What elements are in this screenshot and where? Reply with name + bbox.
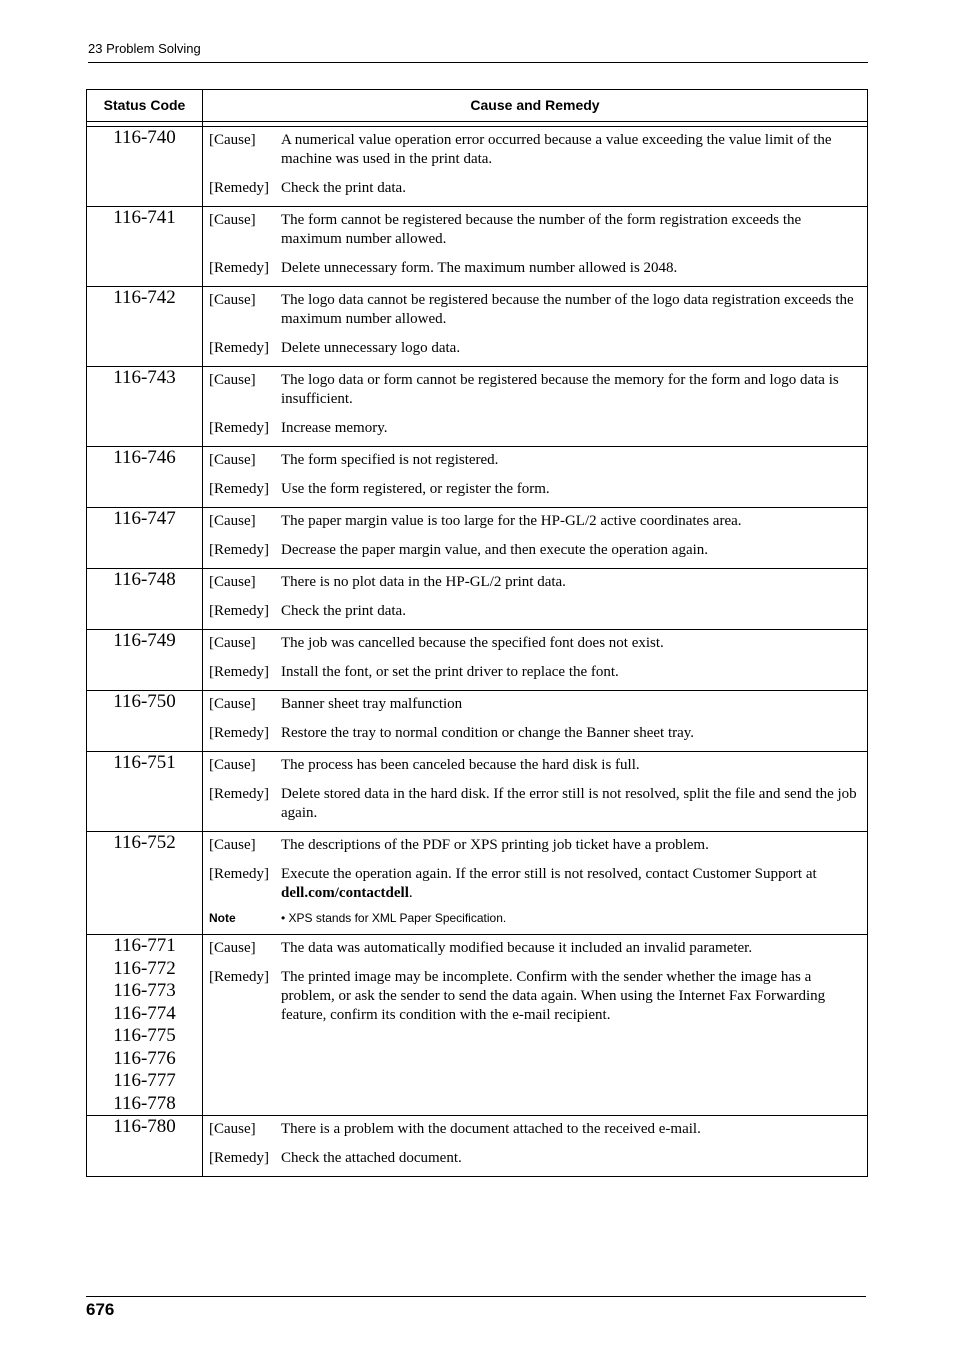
cause-remedy-cell bbox=[202, 934, 868, 1115]
table-row bbox=[86, 446, 868, 507]
cause-remedy-cell bbox=[202, 126, 868, 206]
remedy-text: Use the form registered, or register the form. bbox=[281, 481, 550, 497]
status-code-cell bbox=[86, 507, 202, 568]
cause-remedy-cell bbox=[202, 629, 868, 690]
cause-remedy-cell bbox=[202, 507, 868, 568]
remedy-line bbox=[209, 541, 859, 560]
column-header-status-code: Status Code bbox=[86, 89, 202, 121]
support-link: dell.com/contactdell bbox=[281, 885, 409, 901]
cause-text: The descriptions of the PDF or XPS printing job ticket have a problem. bbox=[281, 837, 709, 853]
status-code: 116-741 bbox=[113, 207, 176, 228]
remedy-tag: [Remedy] bbox=[209, 725, 269, 741]
running-header bbox=[88, 41, 868, 63]
cause-tag: [Cause] bbox=[209, 1121, 256, 1137]
cause-tag: [Cause] bbox=[209, 635, 256, 651]
status-code: 116-749 bbox=[113, 630, 176, 651]
status-code: 116-748 bbox=[113, 569, 176, 590]
status-code: 116-740 bbox=[113, 127, 176, 148]
status-code-cell bbox=[86, 751, 202, 831]
status-code-cell bbox=[86, 568, 202, 629]
cause-text: Banner sheet tray malfunction bbox=[281, 696, 463, 712]
status-code: 116-777 bbox=[113, 1070, 176, 1091]
status-code-cell bbox=[86, 934, 202, 1115]
cause-text: There is no plot data in the HP-GL/2 print data. bbox=[281, 574, 566, 590]
table-row bbox=[86, 831, 868, 934]
cause-text: The job was cancelled because the specified font does not exist. bbox=[281, 635, 664, 651]
cause-line bbox=[209, 291, 859, 329]
note-label: Note bbox=[209, 911, 236, 925]
table-row bbox=[86, 507, 868, 568]
status-code-cell bbox=[86, 286, 202, 366]
remedy-text: Restore the tray to normal condition or change the Banner sheet tray. bbox=[281, 725, 695, 741]
cause-tag: [Cause] bbox=[209, 513, 256, 529]
table-row bbox=[86, 934, 868, 1115]
remedy-tag: [Remedy] bbox=[209, 481, 269, 497]
status-code: 116-774 bbox=[113, 1002, 176, 1024]
remedy-line bbox=[209, 339, 859, 358]
status-code: 116-751 bbox=[113, 752, 176, 773]
table-row bbox=[86, 366, 868, 446]
cause-remedy-cell bbox=[202, 206, 868, 286]
status-code: 116-775 bbox=[113, 1025, 176, 1046]
remedy-line bbox=[209, 663, 859, 682]
cause-line bbox=[209, 371, 859, 409]
remedy-line bbox=[209, 1149, 859, 1168]
status-code: 116-776 bbox=[113, 1047, 176, 1069]
table-row bbox=[86, 690, 868, 751]
column-header-cause-remedy: Cause and Remedy bbox=[202, 89, 868, 121]
remedy-tag: [Remedy] bbox=[209, 180, 269, 196]
remedy-tag: [Remedy] bbox=[209, 542, 269, 558]
status-code-table bbox=[86, 89, 868, 1177]
remedy-text: Check the attached document. bbox=[281, 1150, 462, 1166]
cause-line bbox=[209, 695, 859, 714]
cause-line bbox=[209, 131, 859, 169]
cause-tag: [Cause] bbox=[209, 757, 256, 773]
cause-line bbox=[209, 451, 859, 470]
remedy-text: Delete unnecessary form. The maximum number allowed is 2048. bbox=[281, 260, 678, 276]
remedy-text: Check the print data. bbox=[281, 603, 406, 619]
status-code-cell bbox=[86, 446, 202, 507]
remedy-text: Increase memory. bbox=[281, 420, 388, 436]
status-code-cell bbox=[86, 206, 202, 286]
table-row bbox=[86, 286, 868, 366]
cause-tag: [Cause] bbox=[209, 696, 256, 712]
table-row bbox=[86, 1115, 868, 1177]
remedy-text-end: . bbox=[408, 885, 413, 901]
remedy-line bbox=[209, 724, 859, 743]
cause-remedy-cell bbox=[202, 286, 868, 366]
table-row bbox=[86, 629, 868, 690]
remedy-text: Check the print data. bbox=[281, 180, 406, 196]
cause-line bbox=[209, 634, 859, 653]
cause-line bbox=[209, 939, 859, 958]
section-title: 23 Problem Solving bbox=[88, 41, 201, 56]
remedy-tag: [Remedy] bbox=[209, 866, 269, 882]
remedy-tag: [Remedy] bbox=[209, 260, 269, 276]
remedy-tag: [Remedy] bbox=[209, 420, 269, 436]
page-footer bbox=[86, 1296, 866, 1320]
status-code: 116-752 bbox=[113, 832, 176, 853]
cause-line bbox=[209, 1120, 859, 1139]
cause-tag: [Cause] bbox=[209, 837, 256, 853]
remedy-line bbox=[209, 179, 859, 198]
remedy-line bbox=[209, 259, 859, 278]
remedy-tag: [Remedy] bbox=[209, 340, 269, 356]
remedy-text: The printed image may be incomplete. Confirm with the sender whether the image has a problem, or ask the sender to send the data again. When using the Internet Fax Forwarding feature, confirm its condition with the e-mail recipient. bbox=[281, 969, 826, 1023]
cause-line bbox=[209, 512, 859, 531]
cause-line bbox=[209, 211, 859, 249]
cause-tag: [Cause] bbox=[209, 292, 256, 308]
remedy-line bbox=[209, 419, 859, 438]
status-code: 116-780 bbox=[113, 1116, 176, 1137]
cause-text: The logo data cannot be registered because the number of the logo data registration exceeds the maximum number allowed. bbox=[281, 292, 854, 327]
remedy-text-start: Execute the operation again. If the error still is not resolved, contact Customer Support at bbox=[281, 866, 817, 882]
remedy-text: Delete stored data in the hard disk. If the error still is not resolved, split the file and send the job again. bbox=[281, 786, 857, 821]
remedy-text: Delete unnecessary logo data. bbox=[281, 340, 461, 356]
table-row bbox=[86, 568, 868, 629]
cause-line bbox=[209, 573, 859, 592]
cause-text: The logo data or form cannot be registered because the memory for the form and logo data is insufficient. bbox=[281, 372, 839, 407]
remedy-tag: [Remedy] bbox=[209, 664, 269, 680]
cause-tag: [Cause] bbox=[209, 212, 256, 228]
note-line bbox=[209, 910, 859, 926]
cause-text: There is a problem with the document attached to the received e-mail. bbox=[281, 1121, 701, 1137]
status-code: 116-750 bbox=[113, 691, 176, 712]
page-number: 676 bbox=[86, 1300, 115, 1319]
status-code: 116-772 bbox=[113, 957, 176, 979]
remedy-line bbox=[209, 968, 859, 1025]
remedy-line bbox=[209, 602, 859, 621]
cause-tag: [Cause] bbox=[209, 940, 256, 956]
cause-remedy-cell bbox=[202, 831, 868, 934]
cause-remedy-cell bbox=[202, 1115, 868, 1177]
remedy-text: Decrease the paper margin value, and then execute the operation again. bbox=[281, 542, 709, 558]
status-code: 116-746 bbox=[113, 447, 176, 468]
table-row bbox=[86, 126, 868, 206]
note-text: • XPS stands for XML Paper Specification. bbox=[281, 911, 507, 925]
table-row bbox=[86, 206, 868, 286]
status-code: 116-747 bbox=[113, 508, 176, 529]
status-code-cell bbox=[86, 1115, 202, 1177]
remedy-line bbox=[209, 480, 859, 499]
status-code-cell bbox=[86, 629, 202, 690]
cause-remedy-cell bbox=[202, 366, 868, 446]
remedy-text bbox=[281, 865, 859, 903]
status-code-cell bbox=[86, 366, 202, 446]
status-code: 116-778 bbox=[113, 1092, 176, 1114]
cause-tag: [Cause] bbox=[209, 452, 256, 468]
cause-remedy-cell bbox=[202, 690, 868, 751]
cause-tag: [Cause] bbox=[209, 132, 256, 148]
cause-tag: [Cause] bbox=[209, 372, 256, 388]
remedy-text: Install the font, or set the print driver to replace the font. bbox=[281, 664, 619, 680]
cause-text: The data was automatically modified because it included an invalid parameter. bbox=[281, 940, 753, 956]
status-code: 116-742 bbox=[113, 287, 176, 308]
status-code-cell bbox=[86, 126, 202, 206]
remedy-tag: [Remedy] bbox=[209, 603, 269, 619]
remedy-line bbox=[209, 785, 859, 823]
cause-remedy-cell bbox=[202, 446, 868, 507]
cause-text: The form specified is not registered. bbox=[281, 452, 499, 468]
status-code: 116-771 bbox=[113, 935, 176, 956]
cause-text: The process has been canceled because the hard disk is full. bbox=[281, 757, 640, 773]
remedy-line bbox=[209, 865, 859, 903]
cause-line bbox=[209, 836, 859, 855]
status-code-cell bbox=[86, 690, 202, 751]
cause-text: The paper margin value is too large for the HP-GL/2 active coordinates area. bbox=[281, 513, 742, 529]
table-header-row bbox=[86, 89, 868, 121]
cause-line bbox=[209, 756, 859, 775]
cause-text: The form cannot be registered because the number of the form registration exceeds the maximum number allowed. bbox=[281, 212, 802, 247]
remedy-tag: [Remedy] bbox=[209, 786, 269, 802]
cause-text: A numerical value operation error occurred because a value exceeding the value limit of the machine was used in the print data. bbox=[281, 132, 832, 167]
status-code-cell bbox=[86, 831, 202, 934]
cause-remedy-cell bbox=[202, 751, 868, 831]
status-code: 116-743 bbox=[113, 367, 176, 388]
remedy-tag: [Remedy] bbox=[209, 969, 269, 985]
status-code: 116-773 bbox=[113, 980, 176, 1001]
table-row bbox=[86, 751, 868, 831]
cause-remedy-cell bbox=[202, 568, 868, 629]
remedy-tag: [Remedy] bbox=[209, 1150, 269, 1166]
cause-tag: [Cause] bbox=[209, 574, 256, 590]
